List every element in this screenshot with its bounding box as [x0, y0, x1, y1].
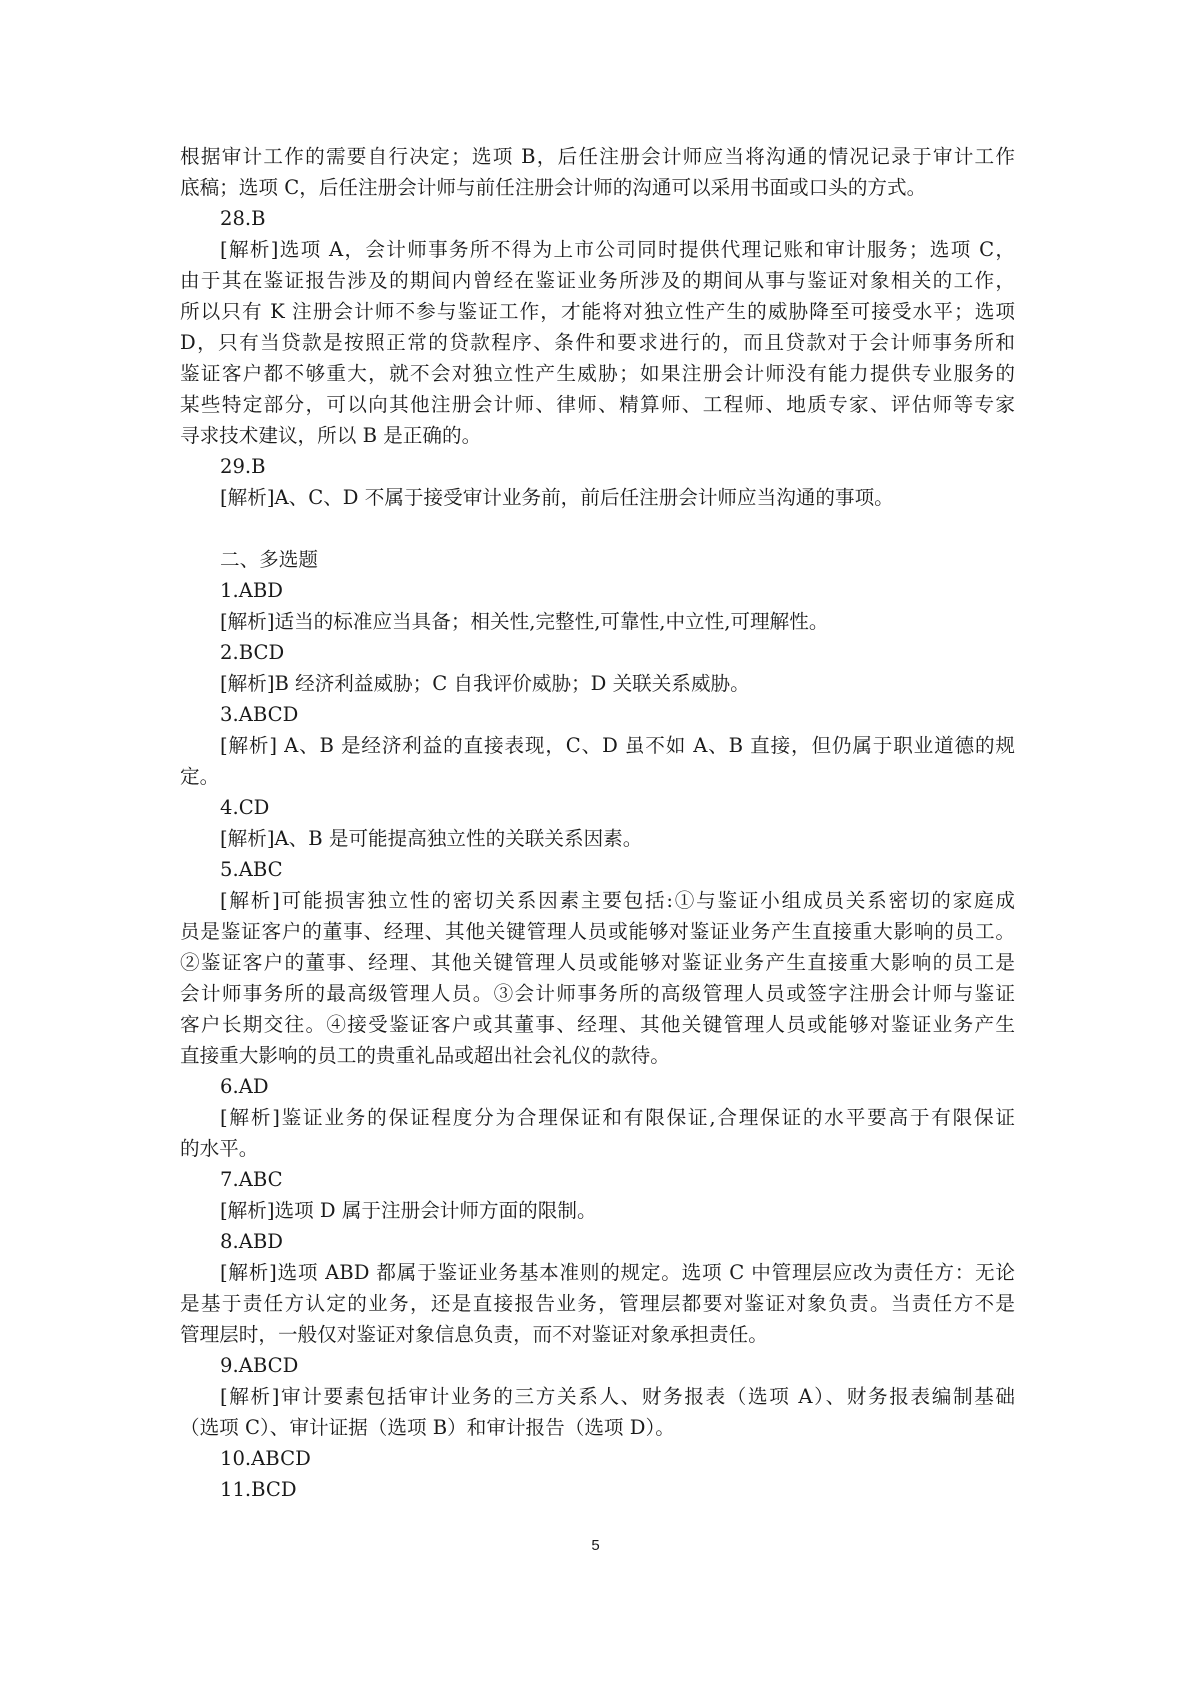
text-line: 是基于责任方认定的业务，还是直接报告业务，管理层都要对鉴证对象负责。当责任方不是: [180, 1292, 1015, 1315]
text-line: 9.ABCD: [220, 1354, 299, 1377]
text-line: 3.ABCD: [220, 703, 299, 726]
text-line: [解析] A、B 是经济利益的直接表现，C、D 虽不如 A、B 直接，但仍属于职业道德的规: [220, 734, 1015, 757]
text-line: ②鉴证客户的董事、经理、其他关键管理人员或能够对鉴证业务产生直接重大影响的员工是: [180, 951, 1015, 974]
text-line: [解析]A、B 是可能提高独立性的关联关系因素。: [220, 827, 643, 850]
text-line: 7.ABC: [220, 1168, 283, 1191]
text-line: [解析]选项 ABD 都属于鉴证业务基本准则的规定。选项 C 中管理层应改为责任方：无论: [220, 1261, 1015, 1284]
text-line: 28.B: [220, 207, 266, 230]
text-line: 由于其在鉴证报告涉及的期间内曾经在鉴证业务所涉及的期间从事与鉴证对象相关的工作，: [180, 269, 1015, 292]
text-line: 根据审计工作的需要自行决定；选项 B，后任注册会计师应当将沟通的情况记录于审计工作: [180, 145, 1015, 168]
text-line: 8.ABD: [220, 1230, 283, 1253]
text-line: 会计师事务所的最高级管理人员。③会计师事务所的高级管理人员或签字注册会计师与鉴证: [180, 982, 1015, 1005]
text-line: 定。: [180, 765, 220, 788]
text-line: 寻求技术建议，所以 B 是正确的。: [180, 424, 482, 447]
text-line: 某些特定部分，可以向其他注册会计师、律师、精算师、工程师、地质专家、评估师等专家: [180, 393, 1015, 416]
text-line: 的水平。: [180, 1137, 259, 1160]
text-line: [解析]选项 D 属于注册会计师方面的限制。: [220, 1199, 597, 1222]
text-line: 所以只有 K 注册会计师不参与鉴证工作，才能将对独立性产生的威胁降至可接受水平；选项: [180, 300, 1015, 323]
text-line: 鉴证客户都不够重大，就不会对独立性产生威胁；如果注册会计师没有能力提供专业服务的: [180, 362, 1015, 385]
text-line: 直接重大影响的员工的贵重礼品或超出社会礼仪的款待。: [180, 1044, 670, 1067]
text-line: 客户长期交往。④接受鉴证客户或其董事、经理、其他关键管理人员或能够对鉴证业务产生: [180, 1013, 1015, 1036]
text-line: [解析]选项 A，会计师事务所不得为上市公司同时提供代理记账和审计服务；选项 C，: [220, 238, 1015, 261]
text-line: 二、多选题: [220, 548, 318, 571]
text-line: D，只有当贷款是按照正常的贷款程序、条件和要求进行的，而且贷款对于会计师事务所和: [180, 331, 1015, 354]
text-line: [解析]A、C、D 不属于接受审计业务前，前后任注册会计师应当沟通的事项。: [220, 486, 894, 509]
text-line: （选项 C）、审计证据（选项 B）和审计报告（选项 D）。: [180, 1416, 675, 1439]
text-line: [解析]审计要素包括审计业务的三方关系人、财务报表（选项 A）、财务报表编制基础: [220, 1385, 1015, 1408]
text-line: 10.ABCD: [220, 1447, 311, 1470]
text-line: [解析]可能损害独立性的密切关系因素主要包括:①与鉴证小组成员关系密切的家庭成: [220, 889, 1015, 912]
text-line: 1.ABD: [220, 579, 283, 602]
text-line: [解析]鉴证业务的保证程度分为合理保证和有限保证,合理保证的水平要高于有限保证: [220, 1106, 1015, 1129]
text-line: 29.B: [220, 455, 266, 478]
text-line: 6.AD: [220, 1075, 269, 1098]
blank-line: [180, 513, 1015, 544]
text-line: 员是鉴证客户的董事、经理、其他关键管理人员或能够对鉴证业务产生直接重大影响的员工。: [180, 920, 1015, 943]
text-line: 底稿；选项 C，后任注册会计师与前任注册会计师的沟通可以采用书面或口头的方式。: [180, 176, 927, 199]
text-line: [解析]B 经济利益威胁；C 自我评价威胁；D 关联关系威胁。: [220, 672, 750, 695]
text-line: 11.BCD: [220, 1478, 297, 1501]
document-body: [180, 141, 1015, 1505]
page-number: 5: [591, 1537, 600, 1554]
text-line: 5.ABC: [220, 858, 283, 881]
text-line: 4.CD: [220, 796, 270, 819]
text-line: [解析]适当的标准应当具备；相关性,完整性,可靠性,中立性,可理解性。: [220, 610, 829, 633]
text-line: 管理层时，一般仅对鉴证对象信息负责，而不对鉴证对象承担责任。: [180, 1323, 768, 1346]
text-line: 2.BCD: [220, 641, 285, 664]
